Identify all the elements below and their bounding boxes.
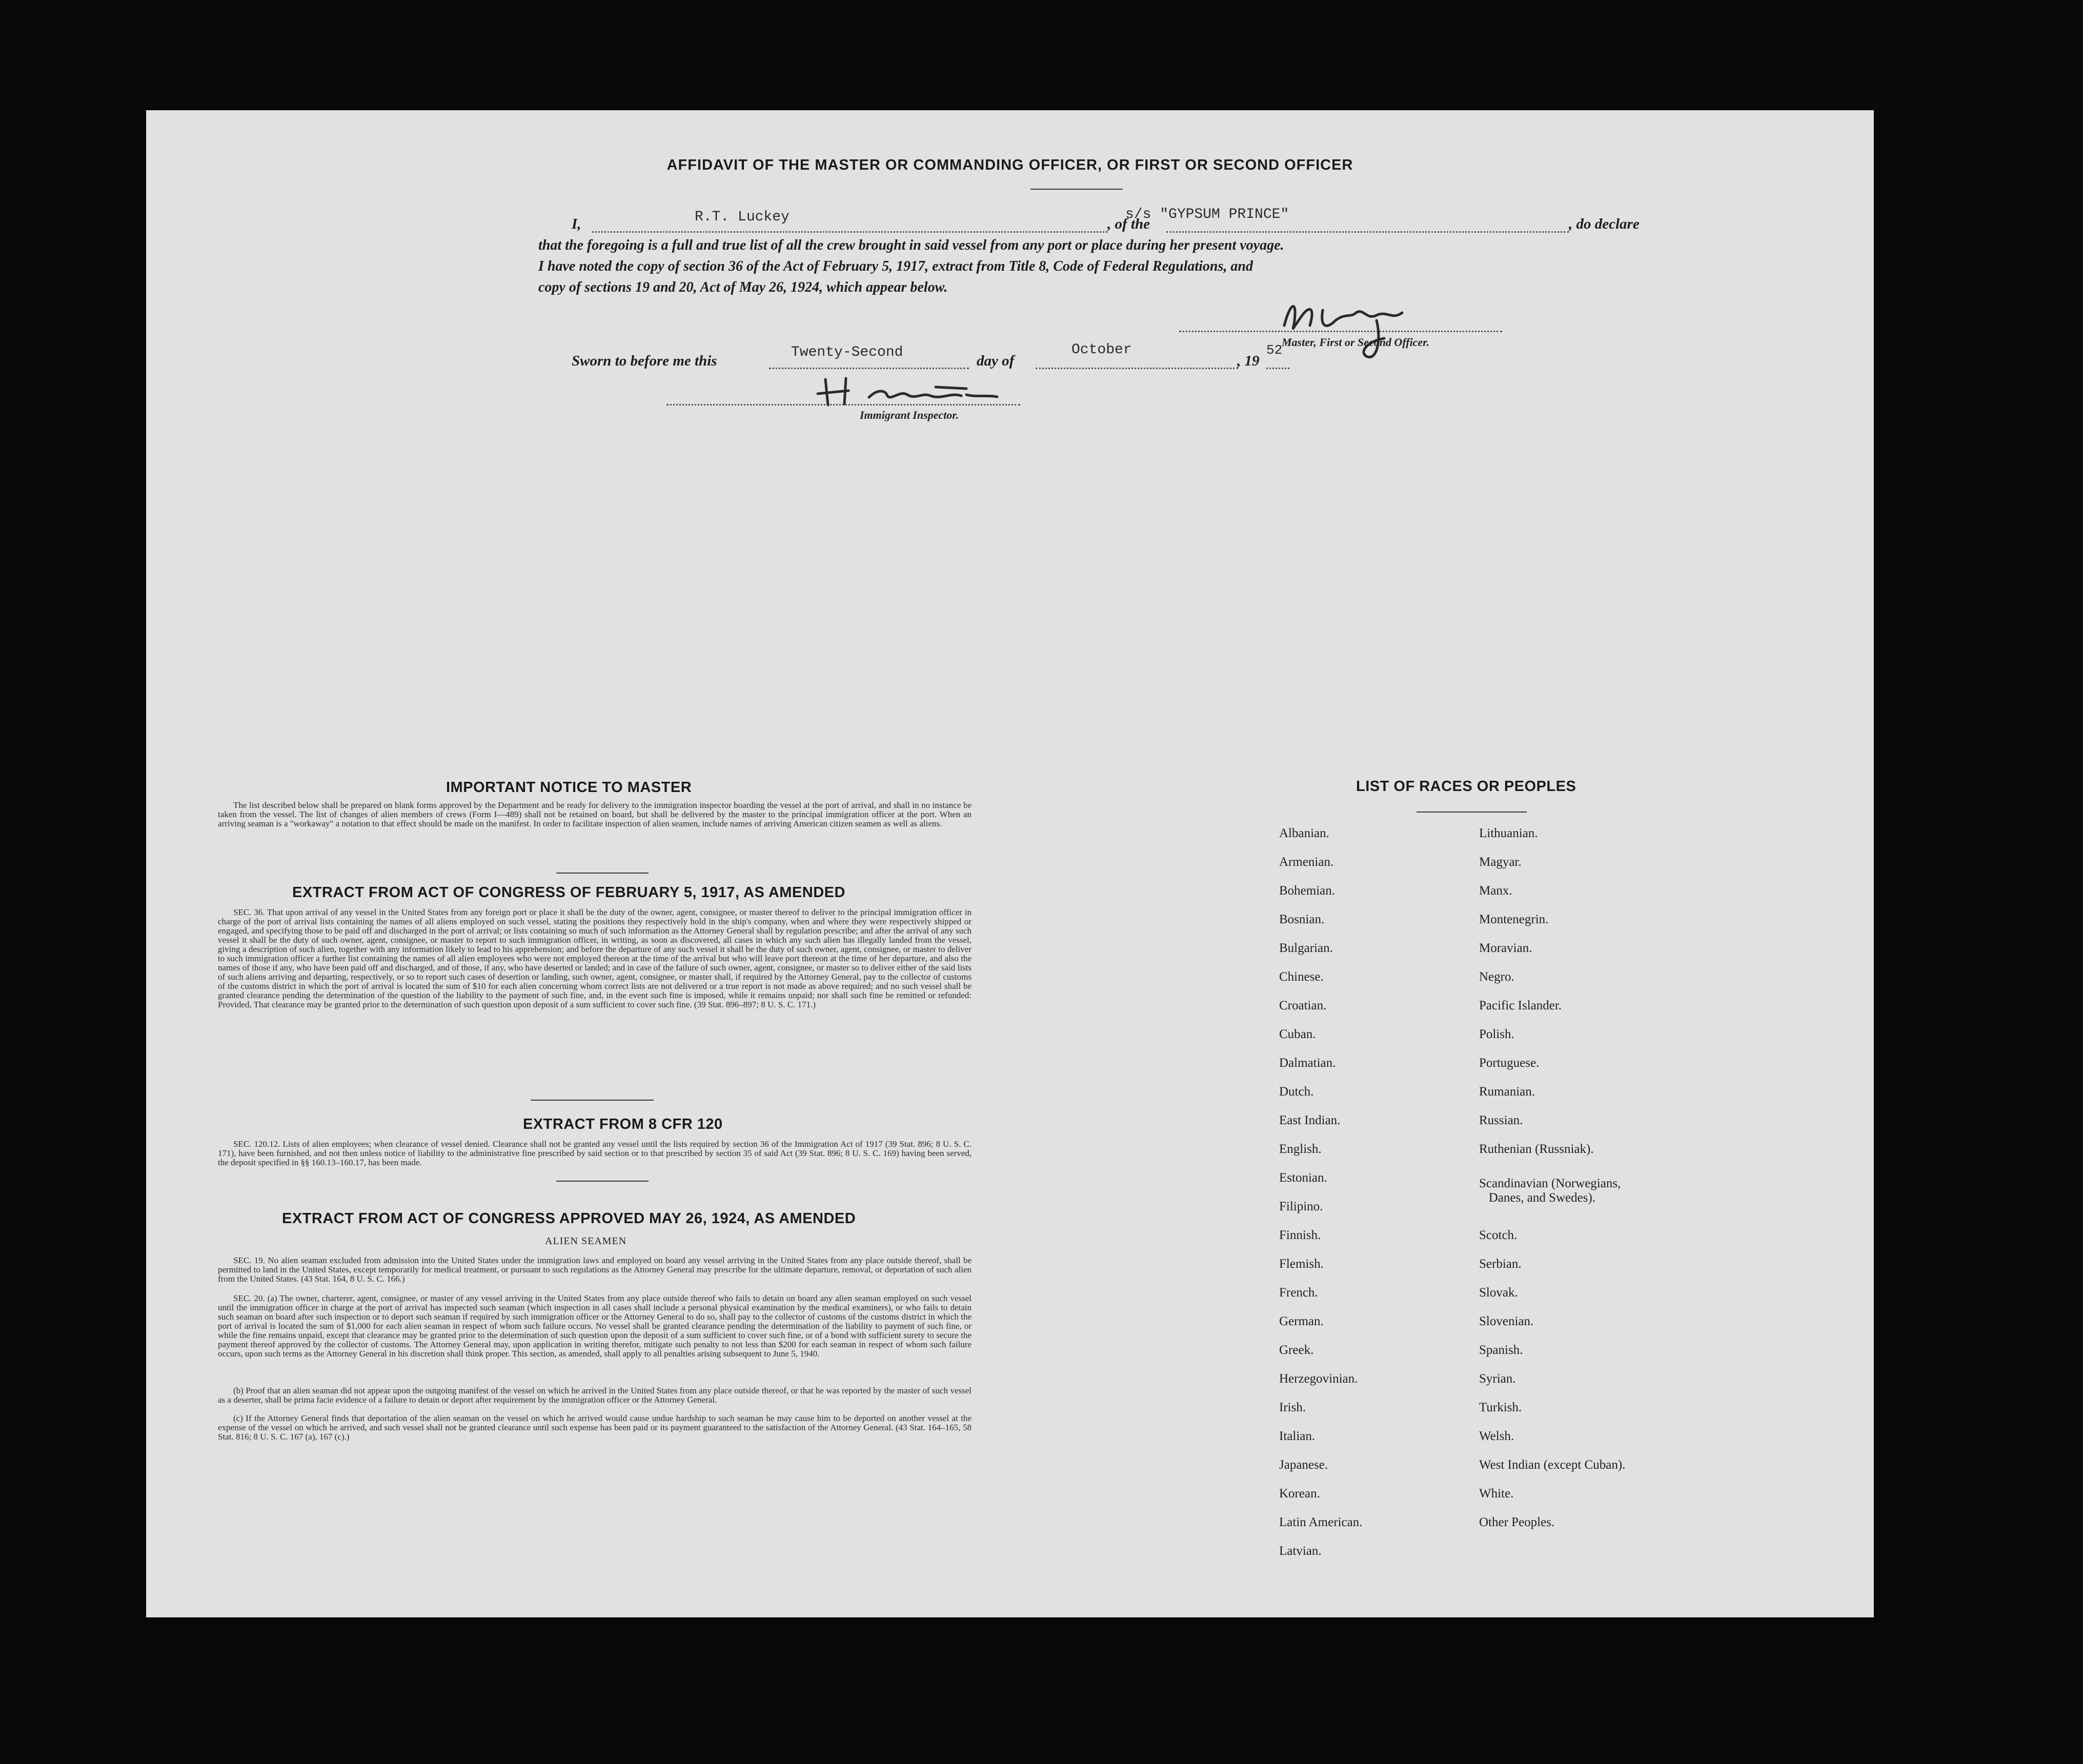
sworn-month-line xyxy=(1036,368,1238,369)
alien-seamen-subtitle: ALIEN SEAMEN xyxy=(545,1235,627,1247)
vessel-dotted-line xyxy=(1166,231,1569,233)
race-item: Spanish. xyxy=(1479,1343,1523,1357)
race-item: Montenegrin. xyxy=(1479,913,1549,926)
document-page xyxy=(146,110,1874,1617)
race-item: Bulgarian. xyxy=(1279,941,1333,955)
race-item: Scandinavian (Norwegians, Danes, and Swedes). xyxy=(1479,1177,1621,1205)
race-item: Italian. xyxy=(1279,1429,1316,1443)
race-item: Latvian. xyxy=(1279,1544,1322,1558)
extract-1917-text: SEC. 36. That upon arrival of any vessel in the United States from any foreign port or place it shall be the duty of the owner, agent, consignee, or master thereof to deliver to the principal immigration officer in charge of the port of arrival lists containing the names of all aliens employed on such vessel, stating the positions they respectively hold in the ship's company, when and where they were respectively shipped or engaged, and specifying those to be paid off and discharged in the port of arrival; or lists containing so much of such information as the Attorney General shall by regulation prescribe; and after the arrival of any such vessel it shall be the duty of such owner, agent, consignee, or master to report to such immigration officer, in writing, as soon as discovered, all cases in which any such alien has illegally landed from the vessel, giving a description of such alien, together with any information likely to lead to his apprehension; and before the departure of any such vessel it shall be the duty of such owner, agent, consignee, or master to deliver to such immigration officer a further list containing the names of all alien employees who were not employed thereon at the time of the arrival but who will leave port thereon at the time of her departure, and also the names of those if any, who have been paid off and discharged, and of those, if any, who have deserted or landed; and in case of the failure of such owner, agent, consignee, or master so to deliver either of the said lists of such aliens arriving and departing, respectively, or so to report such cases of desertion or landing, such owner, agent, consignee, or master shall, if required by the Attorney General, pay to the collector of customs of the customs district in which the port of arrival is located the sum of $10 for each alien concerning whom correct lists are not delivered or a true report is not made as above required; and no such vessel shall be granted clearance pending the determination of the question of the liability to the payment of such fine, and, in the event such fine is imposed, while it remains unpaid; nor shall such fine be remitted or refunded: Provided, That clearance may be granted prior to the determination of such question upon deposit of a sum sufficient to cover such fine. (39 Stat. 896–897; 8 U. S. C. 171.) xyxy=(218,907,972,1009)
extract-1917-title: EXTRACT FROM ACT OF CONGRESS OF FEBRUARY 5, 1917, AS AMENDED xyxy=(292,884,845,901)
notice-rule xyxy=(556,873,649,874)
race-item: Moravian. xyxy=(1479,941,1532,955)
race-item: Bosnian. xyxy=(1279,913,1325,926)
race-item: Scotch. xyxy=(1479,1228,1518,1242)
races-title: LIST OF RACES OR PEOPLES xyxy=(1356,778,1576,795)
races-rule xyxy=(1417,812,1527,813)
race-item: Irish. xyxy=(1279,1401,1306,1414)
extract-cfr-title: EXTRACT FROM 8 CFR 120 xyxy=(523,1116,723,1132)
year-line xyxy=(1266,368,1289,369)
inspector-signature xyxy=(813,374,1007,410)
race-item: Bohemian. xyxy=(1279,884,1336,898)
race-item: Chinese. xyxy=(1279,970,1324,984)
race-item: Finnish. xyxy=(1279,1228,1321,1242)
race-item: English. xyxy=(1279,1142,1322,1156)
race-item: Flemish. xyxy=(1279,1257,1324,1271)
race-item: Dutch. xyxy=(1279,1085,1314,1099)
race-item: Negro. xyxy=(1479,970,1514,984)
race-item: Magyar. xyxy=(1479,855,1522,869)
affidavit-line-4: copy of sections 19 and 20, Act of May 26, 1924, which appear below. xyxy=(538,279,948,295)
sworn-day-line xyxy=(769,368,969,369)
race-item: French. xyxy=(1279,1286,1318,1300)
extract-cfr-text: SEC. 120.12. Lists of alien employees; when clearance of vessel denied. Clearance shall not be granted any vessel until the lists required by section 36 of the Immigration Act of 1917 (39 Stat. 896; 8 U. S. C. 171), have been furnished, and not then unless notice of liability to the administrative fine prescribed by said section or to that prescribed by section 35 of said Act (39 Stat. 896; 8 U. S. C. 169) having been served, the deposit specified in §§ 160.13–160.17, has been made. xyxy=(218,1139,972,1167)
day-of-label: day of xyxy=(977,353,1015,369)
sworn-month: October xyxy=(1071,342,1132,358)
race-item: East Indian. xyxy=(1279,1113,1341,1127)
race-item: Albanian. xyxy=(1279,826,1329,840)
race-item: Armenian. xyxy=(1279,855,1334,869)
race-item: Polish. xyxy=(1479,1027,1514,1041)
race-item: White. xyxy=(1479,1487,1514,1501)
race-item: Ruthenian (Russniak). xyxy=(1479,1142,1594,1156)
name-dotted-line xyxy=(592,231,1107,233)
race-item: Manx. xyxy=(1479,884,1512,898)
master-signature xyxy=(1274,290,1428,367)
race-item: Greek. xyxy=(1279,1343,1314,1357)
extract-1917-rule xyxy=(531,1100,654,1101)
affidavit-line-2: that the foregoing is a full and true list of all the crew brought in said vessel from any port or place during her present voyage. xyxy=(538,237,1284,253)
extract-1924-title: EXTRACT FROM ACT OF CONGRESS APPROVED MAY 26, 1924, AS AMENDED xyxy=(282,1210,856,1227)
race-item: Pacific Islander. xyxy=(1479,999,1562,1012)
race-item: West Indian (except Cuban). xyxy=(1479,1458,1626,1472)
race-item: Portuguese. xyxy=(1479,1056,1540,1070)
sworn-day: Twenty-Second xyxy=(791,344,903,360)
race-item: Cuban. xyxy=(1279,1027,1316,1041)
affidavit-line-3: I have noted the copy of section 36 of the Act of February 5, 1917, extract from Title 8, Code of Federal Regulations, and xyxy=(538,258,1253,274)
extract-cfr-rule xyxy=(556,1181,649,1182)
affidavit-i-label: I, xyxy=(572,216,581,232)
extract-1924-sec19: SEC. 19. No alien seaman excluded from admission into the United States under the immigration laws and employed on board any vessel arriving in the United States from any place outside thereof, shall be permitted to land in the United States, except temporarily for medical treatment, or pursuant to such regulations as the Attorney General may prescribe for the ultimate departure, removal, or deportation of such alien from the United States. (43 Stat. 164, 8 U. S. C. 166.) xyxy=(218,1255,972,1284)
extract-1924-sec20c: (c) If the Attorney General finds that deportation of the alien seaman on the vessel on which he arrived would cause undue hardship to such seaman he may cause him to be deported on another vessel at the expense of the vessel on which he arrived, and such vessel shall not be granted clearance until such expense has been paid or its payment guaranteed to the satisfaction of the Attorney General. (43 Stat. 164–165, 58 Stat. 816; 8 U. S. C. 167 (a), 167 (c).) xyxy=(218,1413,972,1442)
year-prefix: , 19 xyxy=(1237,353,1260,369)
affidavit-of-the: , of the xyxy=(1107,216,1150,232)
master-caption: Master, First or Second Officer. xyxy=(1282,336,1430,349)
race-item: Other Peoples. xyxy=(1479,1515,1555,1529)
notice-title: IMPORTANT NOTICE TO MASTER xyxy=(446,779,692,796)
race-item: Lithuanian. xyxy=(1479,826,1538,840)
race-item: Dalmatian. xyxy=(1279,1056,1336,1070)
race-item: Russian. xyxy=(1479,1113,1523,1127)
race-item: Filipino. xyxy=(1279,1200,1323,1213)
extract-1924-sec20b: (b) Proof that an alien seaman did not appear upon the outgoing manifest of the vessel on which he arrived in the United States from any place outside thereof, or that he was reported by the master of such vessel as a deserter, shall be prima facie evidence of a failure to detain or deport after requirement by the immigration officer or the Attorney General. xyxy=(218,1386,972,1405)
race-item: Croatian. xyxy=(1279,999,1327,1012)
master-name: R.T. Luckey xyxy=(695,209,790,225)
race-item: Slovenian. xyxy=(1479,1314,1534,1328)
race-item: Serbian. xyxy=(1479,1257,1522,1271)
race-item: Rumanian. xyxy=(1479,1085,1535,1099)
race-item: Herzegovinian. xyxy=(1279,1372,1358,1386)
inspector-caption: Immigrant Inspector. xyxy=(860,409,959,421)
race-item: Slovak. xyxy=(1479,1286,1518,1300)
race-item: Turkish. xyxy=(1479,1401,1522,1414)
race-item: Japanese. xyxy=(1279,1458,1328,1472)
extract-1924-sec20a: SEC. 20. (a) The owner, charterer, agent, consignee, or master of any vessel arriving in the United States from any place outside thereof who fails to detain on board any alien seaman employed on such vessel until the immigration officer in charge at the port of arrival has inspected such seaman (which inspection in all cases shall include a personal physical examination by the medical examiners), or who fails to detain such seaman on board after such inspection or to deport such seaman if required by such immigration officer or the Attorney General to do so, shall pay to the collector of customs of the customs district in which the port of arrival is located the sum of $1,000 for each alien seaman in respect of whom such failure occurs. No vessel shall be granted clearance pending the determination of the liability to payment of such fine, or while the fine remains unpaid, except that clearance may be granted prior to the determination of such question upon the deposit of a sum sufficient to cover such fine, or of a bond with sufficient surety to secure the payment thereof approved by the collector of customs. The Attorney General may, upon application in writing therefor, mitigate such penalty to not less than $200 for each seaman in respect of whom such failure occurs, upon such terms as the Attorney General in his discretion shall think proper. This section, as amended, shall apply to all penalties arising subsequent to June 5, 1940. xyxy=(218,1293,972,1359)
race-item: Welsh. xyxy=(1479,1429,1514,1443)
race-item: Syrian. xyxy=(1479,1372,1516,1386)
race-item: German. xyxy=(1279,1314,1324,1328)
sworn-label: Sworn to before me this xyxy=(572,353,717,369)
race-item: Estonian. xyxy=(1279,1171,1327,1185)
title-rule xyxy=(1030,189,1123,190)
year-suffix: 52 xyxy=(1266,342,1283,358)
notice-text: The list described below shall be prepared on blank forms approved by the Department and be ready for delivery to the immigration inspector boarding the vessel at the port of arrival, and shall in no instance be taken from the vessel. The list of changes of alien members of crews (Form I—489) shall not be retained on board, but shall be delivered by the master to the principal immigration officer at the port. When an arriving seaman is a "workaway" a notation to that effect should be made on the manifest. In order to facilitate inspection of alien seamen, include names of arriving American citizen seamen as well as aliens. xyxy=(218,800,972,828)
affidavit-title: AFFIDAVIT OF THE MASTER OR COMMANDING OFFICER, OR FIRST OR SECOND OFFICER xyxy=(666,157,1353,173)
vessel-name: s/s "GYPSUM PRINCE" xyxy=(1125,207,1289,222)
affidavit-do-declare: , do declare xyxy=(1569,216,1640,232)
race-item: Latin American. xyxy=(1279,1515,1363,1529)
race-item: Korean. xyxy=(1279,1487,1320,1501)
